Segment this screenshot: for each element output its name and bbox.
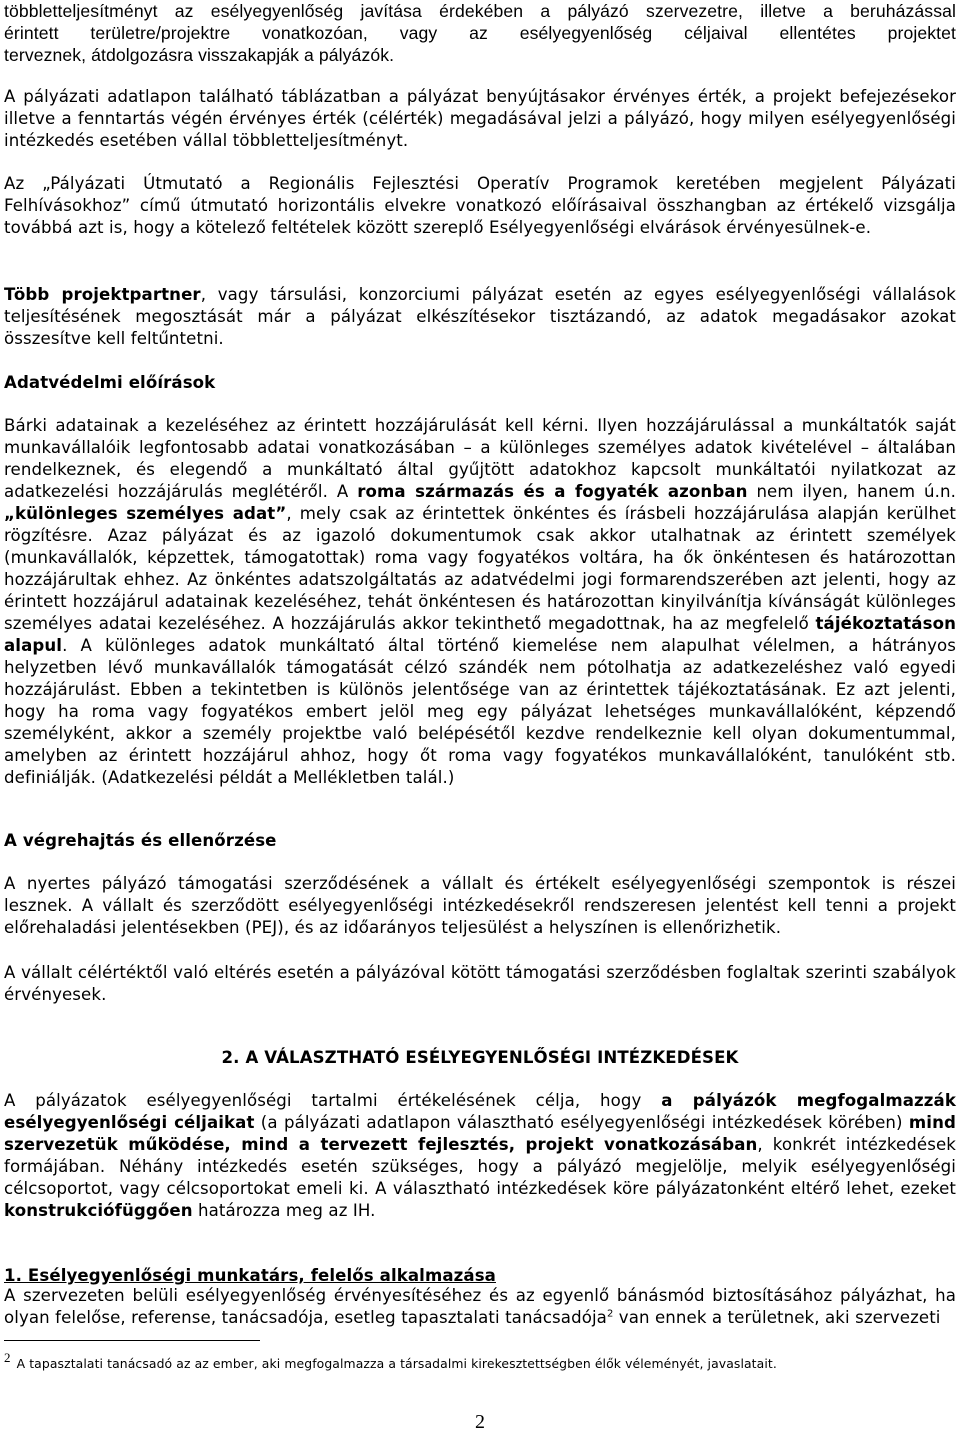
- text: , konkrét intézkedések formájában. Néhány intézkedés esetén szükséges, hogy a pályázó megjelölje, melyik esélyegyenlőségi célcsoportot, vagy célcsoportokat emeli ki. A választható intézkedések köre pályázatonként eltérő lehet, ezeket: [4, 1135, 956, 1198]
- page-number: 2: [474, 1411, 486, 1433]
- text: Bárki adatainak a kezeléséhez az érintett hozzájárulását kell kérni. Ilyen hozzájárulással a munkáltatók saját munkavállalóik legfontosabb adatai vonatkozásában – a különleges személyes adatok kivételével – általában rendelkeznek, és elegendő a munkáltató által gyűjtött adatokhoz kapcsolt munkáltatói nyilatkozat az adatkezelési hozzájárulás meglétéről. A: [4, 416, 956, 501]
- text: határozza meg az IH.: [192, 1201, 376, 1220]
- text-line: terveznek, átdolgozásra visszakapják a pályázók.: [4, 45, 395, 65]
- text: , vagy társulási, konzorciumi pályázat esetén az egyes esélyegyenlőségi vállalások teljesítésének megosztását már a pályázat elkészítésekor tisztázandó, az adatok megadásakor azokat összesítve kell feltűntetni.: [4, 285, 956, 348]
- paragraph-adatvedelem: [4, 415, 956, 789]
- paragraph-section-2: [4, 1090, 956, 1222]
- text: A pályázatok esélyegyenlőségi tartalmi értékelésének célja, hogy: [4, 1091, 662, 1110]
- bold-text: a pályázók megfogalmazzák esélyegyenlőségi céljaikat: [4, 1091, 956, 1132]
- text: , mely csak az érintettek önkéntes és írásbeli hozzájárulása alapján kerülhet rögzítésre. Azaz pályázat és az igazoló dokumentumok csak akkor utalhatnak az érintett személyek (munkavállalók, képzettek, támogatottak) roma vagy fogyatékos voltára, ha ők önkéntesen és határozottan hozzájárultak ehhez. Az önkéntes adatszolgáltatás az adatvédelmi jogi formarendszerében azt jelenti, hogy az érintett hozzájárul adatainak kezeléséhez, tehát önkéntesen és határozottan kinyilvánítja kívánságát különleges személyes adatai kezeléséhez. A hozzájárulás akkor tekinthető megadottnak, ha az megfelelő: [4, 504, 956, 633]
- bold-text: mind szervezetük működése, mind a tervezett fejlesztés, projekt vonatkozásában: [4, 1113, 956, 1154]
- paragraph-elteres: A vállalt célértéktől való eltérés esetén a pályázóval kötött támogatási szerződésben foglaltak szerinti szabályok érvényesek.: [4, 963, 956, 1004]
- text: nem ilyen, hanem ú.n.: [747, 482, 957, 501]
- paragraph-intro: [4, 0, 956, 66]
- bold-text: Több projektpartner: [4, 285, 201, 304]
- paragraph-utmutato: Az „Pályázati Útmutató a Regionális Fejlesztési Operatív Programok keretében megjelent Pályázati Felhívásokhoz” című útmutató horizontális elvekre vonatkozó előírásaival összhangban az értékelő vizsgálja továbbá azt is, hogy a kötelező feltételek között szereplő Esélyegyenlőségi elvárások érvényesülnek-e.: [4, 174, 956, 237]
- text: van ennek a területnek, aki szervezeti: [613, 1308, 941, 1327]
- bold-text: tájékoztatáson alapul: [4, 614, 956, 655]
- bold-text: „különleges személyes adat”: [4, 504, 287, 523]
- footnote: [4, 1350, 954, 1372]
- heading-adatvedelem: Adatvédelmi előírások: [4, 373, 216, 392]
- bold-text: roma származás és a fogyaték azonban: [357, 482, 748, 501]
- heading-vegrehajtas: A végrehajtás és ellenőrzése: [4, 831, 277, 850]
- text: (a pályázati adatlapon választható esélyegyenlőségi intézkedések körében): [254, 1113, 909, 1132]
- heading-section-2: 2. A VÁLASZTHATÓ ESÉLYEGYENLŐSÉGI INTÉZKEDÉSEK: [221, 1048, 739, 1067]
- paragraph-adatlap: A pályázati adatlapon található táblázatban a pályázat benyújtásakor érvényes érték, a projekt befejezésekor illetve a fenntartás végén érvényes érték (célérték) megadásával jelzi a pályázó, hogy milyen esélyegyenlőségi intézkedés esetében vállal többletteljesítményt.: [4, 87, 956, 150]
- paragraph-vegrehajtas: A nyertes pályázó támogatási szerződésének a vállalt és értékelt esélyegyenlőségi szempontok is részei lesznek. A vállalt és szerződött esélyegyenlőségi intézkedésekről rendszeresen jelentést kell tenni a projekt előrehaladási jelentésekben (PEJ), és az időarányos teljesülést a helyszínen is ellenőrizhetik.: [4, 874, 956, 937]
- text-line: érintett területre/projektre vonatkozóan, vagy az esélyegyenlőség céljaival ellentétes projektet: [4, 23, 956, 43]
- footnote-ref[interactable]: 2: [606, 1308, 614, 1320]
- footnote-number: 2: [4, 1350, 11, 1365]
- paragraph-projektpartner: [4, 284, 956, 350]
- heading-munkatars: 1. Esélyegyenlőségi munkatárs, felelős alkalmazása: [4, 1266, 496, 1285]
- footnote-divider: [4, 1340, 260, 1341]
- text-line: többletteljesítményt az esélyegyenlőség javítása érdekében a pályázó szervezetre, illetve a beruházással: [4, 1, 956, 21]
- footnote-text: A tapasztalati tanácsadó az az ember, aki megfogalmazza a társadalmi kirekesztettségben élők véleményét, javaslatait.: [16, 1356, 777, 1371]
- paragraph-munkatars: [4, 1285, 956, 1329]
- text: . A különleges adatok munkáltató által történő kiemelése nem alapulhat vélelmen, a hátrányos helyzetben lévő munkavállalók támogatását célzó szándék nem pótolhatja az adatkezeléshez való egyedi hozzájárulást. Ebben a tekintetben is különös jelentősége van az érintettek tájékoztatásának. Ez azt jelenti, hogy ha roma vagy fogyatékos embert jelöl meg egy pályázat lehetséges munkavállalóként, képzendő személyként, akkor a személy projektbe való belépésétől kezdve rendelkeznie kell olyan dokumentummal, amelyben az érintett hozzájárul ahhoz, hogy őt roma vagy fogyatékos munkavállalóként, tanulóként stb. definiálják. (Adatkezelési példát a Mellékletben talál.): [4, 636, 956, 787]
- text: A szervezeten belüli esélyegyenlőség érvényesítéséhez és az egyenlő bánásmód biztosításához pályázhat, ha olyan felelőse, referense, tanácsadója, esetleg tapasztalati tanácsadója: [4, 1286, 956, 1327]
- bold-text: konstrukciófüggően: [4, 1201, 193, 1220]
